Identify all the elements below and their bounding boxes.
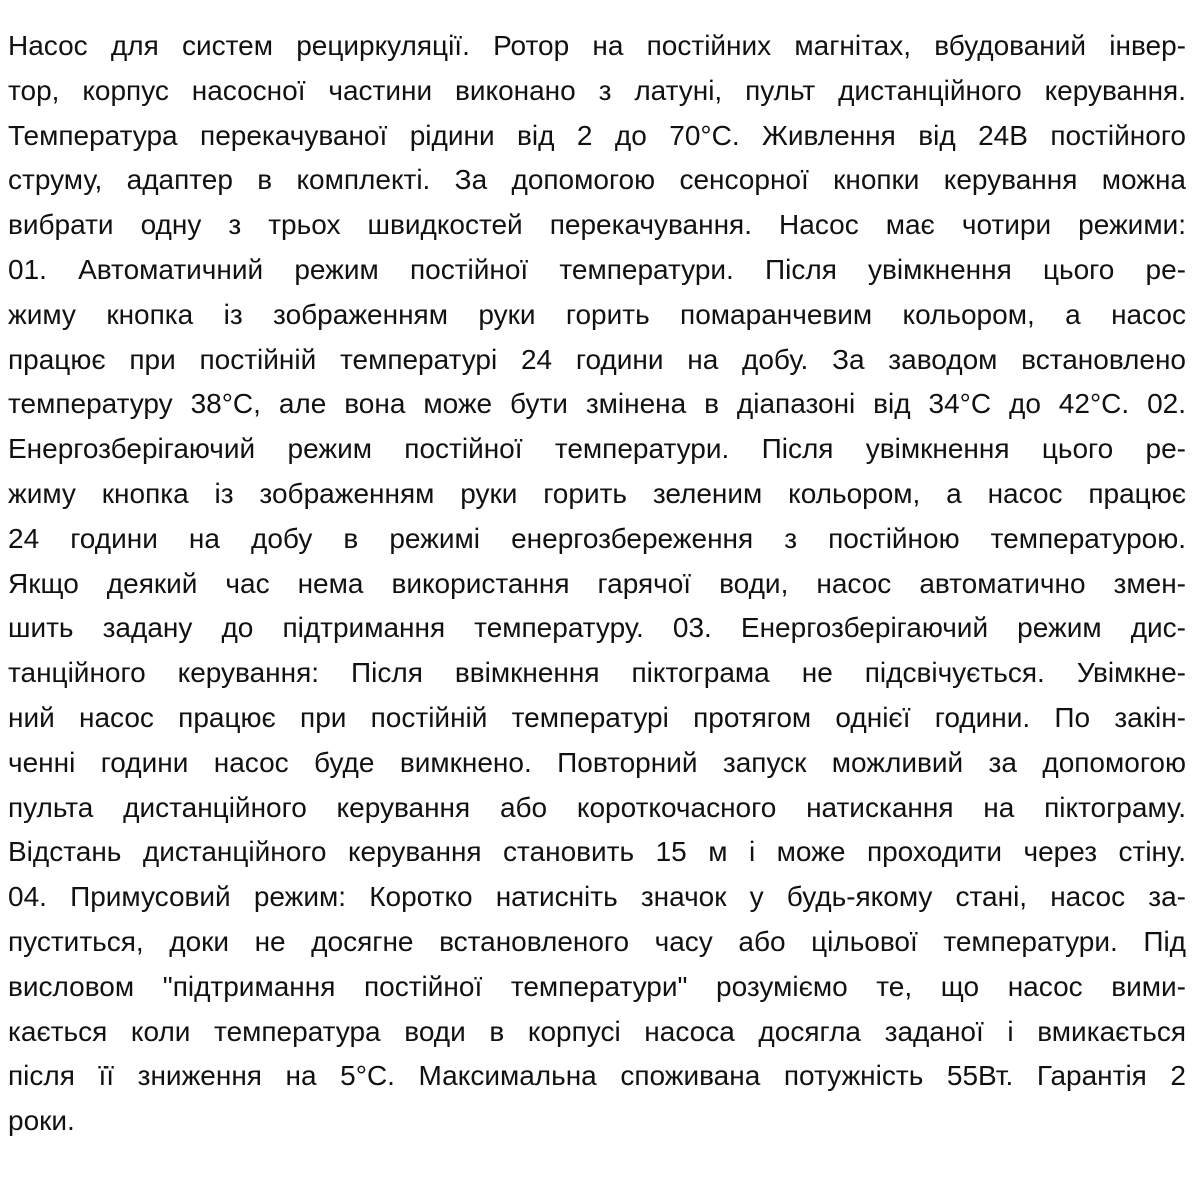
text-line: Якщо деякий час нема використання гарячої води, насос автоматично змен-	[8, 567, 1186, 599]
text-line: 24 години на добу в режимі енергозбереження з постійною температурою.	[8, 522, 1186, 554]
text-line: жиму кнопка із зображенням руки горить зеленим кольором, а насос працює	[8, 477, 1186, 509]
text-line: Енергозберігаючий режим постійної температури. Після увімкнення цього ре-	[8, 433, 1186, 465]
text-line: пульта дистанційного керування або короткочасного натискання на піктограму.	[8, 791, 1186, 823]
text-line: тор, корпус насосної частини виконано з латуні, пульт дистанційного керування.	[8, 74, 1186, 106]
text-line: ченні години насос буде вимкнено. Повторний запуск можливий за допомогою	[8, 746, 1186, 778]
text-line: працює при постійній температурі 24 години на добу. За заводом встановлено	[8, 343, 1186, 375]
text-line: струму, адаптер в комплекті. За допомогою сенсорної кнопки керування можна	[8, 164, 1186, 196]
text-line: температуру 38°C, але вона може бути змінена в діапазоні від 34°C до 42°C. 02.	[8, 388, 1186, 420]
text-line: 04. Примусовий режим: Коротко натисніть значок у будь-якому стані, насос за-	[8, 881, 1186, 913]
text-line: танційного керування: Після ввімкнення піктограма не підсвічується. Увімкне-	[8, 657, 1186, 689]
text-line: роки.	[8, 1105, 75, 1137]
text-line: жиму кнопка із зображенням руки горить помаранчевим кольором, а насос	[8, 298, 1186, 330]
text-line: кається коли температура води в корпусі насоса досягла заданої і вмикається	[8, 1015, 1186, 1047]
text-line: вибрати одну з трьох швидкостей перекачування. Насос має чотири режими:	[8, 209, 1186, 241]
text-line: Відстань дистанційного керування становить 15 м і може проходити через стіну.	[8, 836, 1186, 868]
text-line: ний насос працює при постійній температурі протягом однієї години. По закін-	[8, 701, 1186, 733]
description-text	[8, 24, 1186, 1144]
text-line: після її зниження на 5°C. Максимальна споживана потужність 55Вт. Гарантія 2	[8, 1060, 1186, 1092]
text-line: Насос для систем рециркуляції. Ротор на постійних магнітах, вбудований інвер-	[8, 30, 1186, 61]
text-line: шить задану до підтримання температуру. 03. Енергозберігаючий режим дис-	[8, 612, 1186, 644]
text-line: Температура перекачуваної рідини від 2 до 70°C. Живлення від 24В постійного	[8, 119, 1186, 151]
text-line: пуститься, доки не досягне встановленого часу або цільової температури. Під	[8, 925, 1186, 957]
text-line: висловом "підтримання постійної температури" розуміємо те, що насос вими-	[8, 970, 1186, 1002]
text-line: 01. Автоматичний режим постійної температури. Після увімкнення цього ре-	[8, 253, 1186, 285]
